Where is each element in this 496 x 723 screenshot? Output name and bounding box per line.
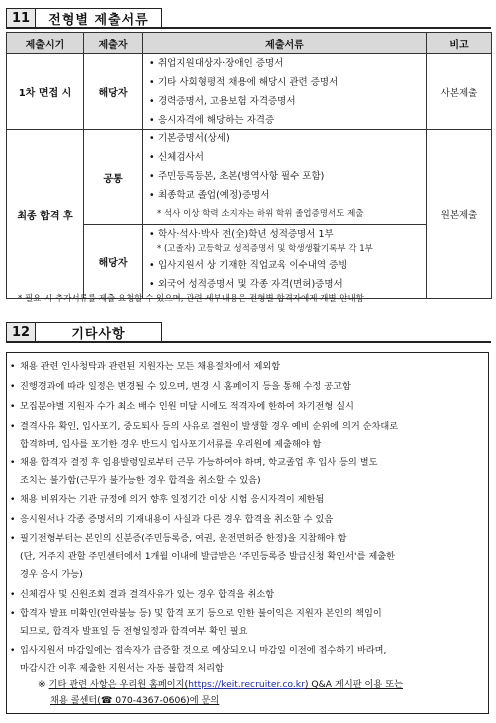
- list-item: • 응시자격에 해당하는 자격증: [149, 114, 420, 127]
- list-item: • 채용 관련 인사청탁과 관련된 지원자는 모든 채용절차에서 제외함: [10, 361, 281, 372]
- section-11-rule: [6, 27, 491, 29]
- list-item: • 신체검사 및 신원조회 결과 결격사유가 있는 경우 합격을 취소함: [10, 589, 275, 600]
- notes-box: [6, 352, 489, 714]
- table-footnote: * 필요 시 추가서류를 제출 요청할 수 있으며, 관련 세부내용은 전형별 합격자에게 개별 안내함: [18, 294, 364, 304]
- submitter-common: 공통: [84, 130, 143, 225]
- remark-copy: 사본제출: [427, 54, 492, 130]
- list-item: • 채용 비위자는 기관 규정에 의거 향후 일정기간 이상 시험 응시자격이 제한됨: [10, 494, 325, 505]
- section-12-title: 기타사항: [35, 322, 162, 342]
- list-item-continuation: 조치는 불가함(근무가 불가능한 경우 합격을 취소할 수 있음): [20, 475, 261, 486]
- section-11-number: 11: [6, 8, 35, 28]
- list-item-continuation: 되므로, 합격자 발표일 등 전형일정과 합격여부 확인 필요: [20, 626, 248, 637]
- list-item: • 경력증명서, 고용보험 자격증명서: [149, 95, 420, 108]
- list-item: • 합격자 발표 미확인(연락불능 등) 및 합격 포기 등으로 인한 불이익은 지원자 본인의 책임이: [10, 608, 382, 619]
- submitter-applicable-final: 해당자: [84, 225, 143, 299]
- list-item: • 학사·석사·박사 전(全)학년 성적증명서 1부: [149, 228, 420, 241]
- list-subnote: * 석사 이상 학력 소지자는 하위 학위 졸업증명서도 제출: [157, 209, 364, 219]
- list-item-continuation: 경우 응시 가능): [20, 569, 83, 580]
- table-row: [7, 54, 492, 130]
- section-12-header: [6, 322, 162, 342]
- table-row: [7, 130, 492, 225]
- header-remarks: 비고: [427, 33, 492, 54]
- list-item: • 기본증명서(상세): [149, 132, 420, 145]
- documents-table: [6, 32, 492, 299]
- header-timing: 제출시기: [7, 33, 84, 54]
- timing-first-interview: 1차 면접 시: [7, 54, 84, 130]
- list-subnote: * (고졸자) 고등학교 성적증명서 및 학생생활기록부 각 1부: [157, 244, 373, 254]
- reference-mark-icon: ※: [38, 679, 46, 690]
- section-12-rule: [6, 341, 491, 343]
- list-item: • 외국어 성적증명서 및 각종 자격(면허)증명서: [149, 278, 420, 291]
- submitter-applicable: 해당자: [84, 54, 143, 130]
- documents-list: [143, 54, 427, 130]
- list-item: • 진행경과에 따라 일정은 변경될 수 있으며, 변경 시 홈페이지 등을 통해 수정 공고함: [10, 381, 351, 392]
- section-12-number: 12: [6, 322, 35, 342]
- list-item: • 응시원서나 각종 증명서의 기재내용이 사실과 다른 경우 합격을 취소할 수 있음: [10, 514, 334, 525]
- list-item: • 필기전형부터는 본인의 신분증(주민등록증, 여권, 운전면허증 한정)을 지참해야 함: [10, 533, 347, 544]
- homepage-link[interactable]: https://keit.recruiter.co.kr: [188, 679, 305, 690]
- section-11-header: [6, 8, 162, 28]
- list-item-continuation: (단, 거주지 관할 주민센터에서 1개월 이내에 발급받은 '주민등록증 발급신청 확인서'를 제출한: [20, 551, 395, 562]
- contact-text: 기타 관련 사항은 우리원 홈페이지(: [48, 679, 189, 690]
- list-item: • 입사지원서 마감일에는 접속자가 급증할 것으로 예상되오니 마감일 이전에 접수하기 바라며,: [10, 645, 387, 656]
- list-item: • 취업지원대상자·장애인 증명서: [149, 57, 420, 70]
- table-header-row: [7, 33, 492, 54]
- documents-list: [143, 225, 427, 299]
- list-item-continuation: 합격하며, 입사를 포기한 경우 반드시 입사포기서류를 우리원에 제출해야 함: [20, 439, 322, 450]
- header-documents: 제출서류: [143, 33, 427, 54]
- documents-list: [143, 130, 427, 225]
- list-item: • 입사지원서 상 기재한 직업교육 이수내역 증빙: [149, 259, 420, 272]
- list-item: • 주민등록등본, 초본(병역사항 필수 포함): [149, 170, 420, 183]
- list-item: • 채용 합격자 결정 후 임용발령일로부터 근무 가능하여야 하며, 학교졸업 후 입사 등의 별도: [10, 457, 378, 468]
- contact-note: [38, 678, 403, 692]
- section-11-title: 전형별 제출서류: [35, 8, 162, 28]
- list-item: • 신체검사서: [149, 151, 420, 164]
- contact-note-line2: [50, 694, 219, 708]
- list-item: • 기타 사회형평적 채용에 해당시 관련 증명서: [149, 76, 420, 89]
- call-center-text: 채용 콜센터(☎ 070-4367-0606)에 문의: [50, 695, 220, 706]
- header-submitter: 제출자: [84, 33, 143, 54]
- timing-final-pass: 최종 합격 후: [7, 130, 84, 299]
- list-item: • 최종학교 졸업(예정)증명서: [149, 189, 420, 202]
- remark-original: 원본제출: [427, 130, 492, 299]
- list-item: • 모집분야별 지원자 수가 최소 배수 인원 미달 시에도 적격자에 한하여 차기전형 실시: [10, 401, 354, 412]
- list-item: • 결격사유 확인, 입사포기, 중도퇴사 등의 사유로 결원이 발생할 경우 예비 순위에 의거 순차대로: [10, 421, 399, 432]
- contact-text: ) Q&A 게시판 이용 또는: [304, 679, 403, 690]
- list-item-continuation: 마감시간 이후 제출한 지원서는 자동 불합격 처리함: [20, 663, 224, 674]
